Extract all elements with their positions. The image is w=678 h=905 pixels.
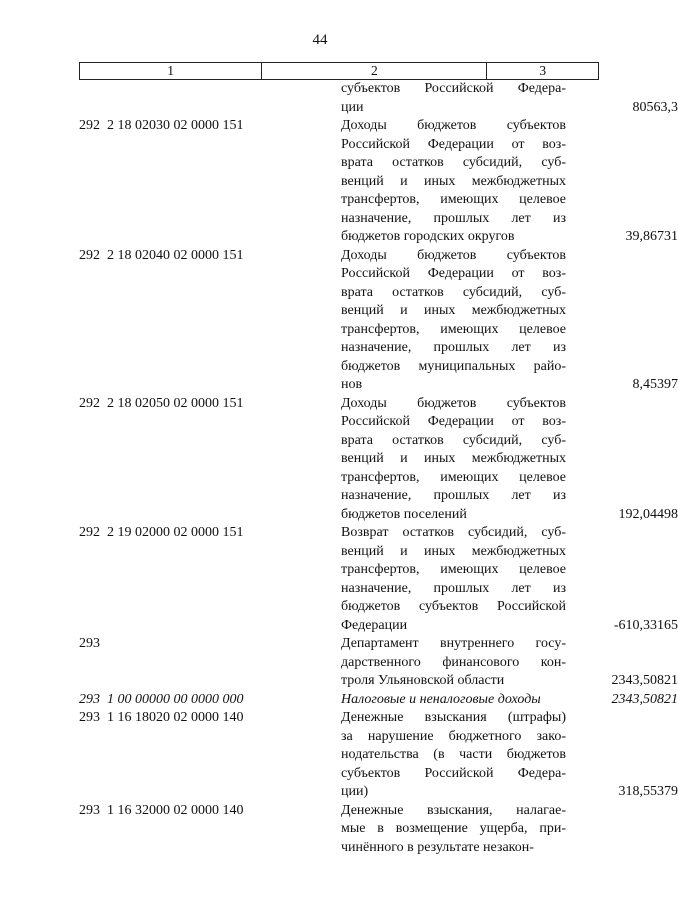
description-line: Федерации <box>341 617 408 633</box>
page-number: 44 <box>312 32 328 48</box>
description-line: назначение, прошлых лет из <box>341 340 566 355</box>
description-line: венций и иных межбюджетных <box>341 543 566 559</box>
description-line: Доходы бюджетов субъектов <box>341 395 566 411</box>
budget-code: 292 2 18 02030 02 0000 151 <box>79 118 244 133</box>
description-line: врата остатков субсидий, суб- <box>341 432 566 448</box>
description-line: субъектов Российской Федера- <box>341 765 566 781</box>
description-line: трансфертов, имеющих целевое <box>341 469 566 485</box>
description-line: дарственного финансового кон- <box>341 654 566 670</box>
amount: 8,45397 <box>632 377 678 392</box>
budget-code: 293 1 16 32000 02 0000 140 <box>79 802 244 818</box>
description <box>341 117 566 247</box>
description <box>341 247 566 395</box>
description-line: Российской Федерации от воз- <box>341 414 566 429</box>
budget-code: 292 2 18 02050 02 0000 151 <box>79 395 244 411</box>
table-row <box>0 80 678 117</box>
table-row <box>0 691 678 710</box>
description-line: назначение, прошлых лет из <box>341 580 566 596</box>
description <box>341 709 566 802</box>
description-line: за нарушение бюджетного зако- <box>341 728 566 744</box>
description-line: врата остатков субсидий, суб- <box>341 284 566 300</box>
budget-code <box>79 80 341 117</box>
description-line: ции) <box>341 784 369 799</box>
table-header <box>79 62 599 80</box>
header-col-1: 1 <box>80 63 262 80</box>
description <box>341 524 566 635</box>
description-line: бюджетов поселений <box>341 506 467 522</box>
description-line: Российской Федерации от воз- <box>341 136 566 152</box>
description-line: Доходы бюджетов субъектов <box>341 118 566 133</box>
table-row <box>0 117 678 247</box>
table-row <box>0 524 678 635</box>
description-line: Департамент внутреннего госу- <box>341 636 566 651</box>
amount: -610,33165 <box>613 617 678 633</box>
header-col-2: 2 <box>262 63 487 80</box>
description-line: трансфертов, имеющих целевое <box>341 321 566 337</box>
description-line: назначение, прошлых лет из <box>341 210 566 226</box>
budget-code: 292 2 19 02000 02 0000 151 <box>79 525 244 540</box>
description-line: бюджетов городских округов <box>341 229 515 244</box>
table-row <box>0 635 678 691</box>
description-line: Денежные взыскания (штрафы) <box>341 710 566 725</box>
description-line: бюджетов субъектов Российской <box>341 599 566 614</box>
description-line: венций и иных межбюджетных <box>341 173 566 189</box>
amount: 192,04498 <box>618 506 678 522</box>
description-line: нодательства (в части бюджетов <box>341 747 566 762</box>
budget-code: 293 <box>79 636 100 651</box>
description-line: Возврат остатков субсидий, суб- <box>341 525 566 540</box>
table-row <box>0 247 678 395</box>
table-row <box>0 802 640 858</box>
description-line: назначение, прошлых лет из <box>341 488 566 503</box>
amount: 2343,50821 <box>611 673 678 688</box>
amount: 2343,50821 <box>611 691 678 707</box>
description-line: троля Ульяновской области <box>341 673 505 688</box>
table-body <box>0 80 678 857</box>
description <box>341 691 566 710</box>
amount: 39,86731 <box>625 229 678 244</box>
description-line: чинённого в результате незакон- <box>341 839 534 855</box>
description-line: Российской Федерации от воз- <box>341 266 566 281</box>
description-line: Налоговые и неналоговые доходы <box>341 691 541 707</box>
description-line: врата остатков субсидий, суб- <box>341 155 566 170</box>
amount: 80563,3 <box>632 99 678 115</box>
description-line: мые в возмещение ущерба, при- <box>341 821 566 836</box>
description <box>341 80 566 117</box>
description <box>341 802 566 858</box>
description-line: ции <box>341 99 364 115</box>
description-line: Денежные взыскания, налагае- <box>341 802 566 818</box>
description-line: венций и иных межбюджетных <box>341 303 566 318</box>
description <box>341 395 566 525</box>
table-row <box>0 709 678 802</box>
description-line: венций и иных межбюджетных <box>341 451 566 466</box>
description-line: трансфертов, имеющих целевое <box>341 192 566 207</box>
description-line: субъектов Российской Федера- <box>341 81 566 96</box>
description <box>341 635 566 691</box>
description-line: Доходы бюджетов субъектов <box>341 247 566 263</box>
description-line: бюджетов муниципальных райо- <box>341 358 566 374</box>
description-line: нов <box>341 377 363 392</box>
budget-code: 293 1 00 00000 00 0000 000 <box>79 691 244 707</box>
table-row <box>0 395 678 525</box>
amount: 318,55379 <box>618 784 678 799</box>
budget-code: 293 1 16 18020 02 0000 140 <box>79 710 244 725</box>
description-line: трансфертов, имеющих целевое <box>341 562 566 577</box>
header-col-3: 3 <box>487 63 599 80</box>
budget-code: 292 2 18 02040 02 0000 151 <box>79 247 244 263</box>
amount <box>566 802 678 858</box>
